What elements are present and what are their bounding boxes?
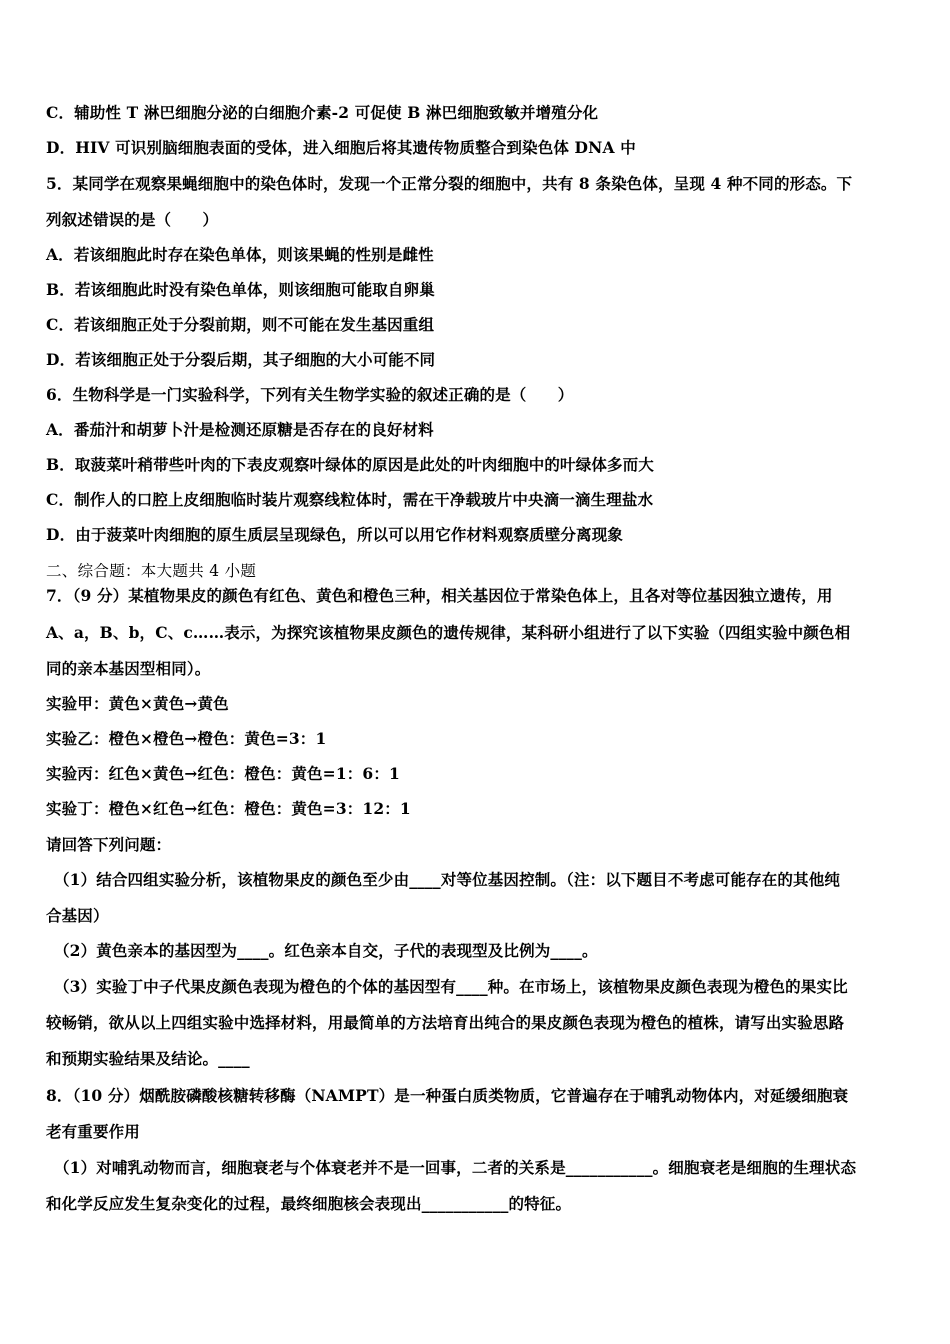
option-4c: C．辅助性 T 淋巴细胞分泌的白细胞介素-2 可促使 B 淋巴细胞致敏并增殖分化 <box>46 103 599 122</box>
option-6a: A．番茄汁和胡萝卜汁是检测还原糖是否存在的良好材料 <box>46 420 434 439</box>
option-6b: B．取菠菜叶稍带些叶肉的下表皮观察叶绿体的原因是此处的叶肉细胞中的叶绿体多而大 <box>46 455 654 474</box>
experiment-yi: 实验乙：橙色×橙色→橙色：黄色=3：1 <box>46 729 327 748</box>
experiment-jia: 实验甲：黄色×黄色→黄色 <box>46 694 229 713</box>
question-8-part-1: （1）对哺乳动物而言，细胞衰老与个体衰老并不是一回事，二者的关系是___________。细胞衰老是细胞的生理状态 <box>54 1158 857 1177</box>
question-7-stem-cont: A、a，B、b，C、c……表示，为探究该植物果皮颜色的遗传规律，某科研小组进行了以下实验（四组实验中颜色相 <box>46 623 851 642</box>
option-5a: A．若该细胞此时存在染色单体，则该果蝇的性别是雌性 <box>46 245 434 264</box>
question-5-stem-cont: 列叙述错误的是（ ） <box>46 210 219 229</box>
option-5d: D．若该细胞正处于分裂后期，其子细胞的大小可能不同 <box>46 350 436 369</box>
experiment-bing: 实验丙：红色×黄色→红色：橙色：黄色=1：6：1 <box>46 764 400 783</box>
experiment-ding: 实验丁：橙色×红色→红色：橙色：黄色=3：12：1 <box>46 799 411 818</box>
option-5c: C．若该细胞正处于分裂前期，则不可能在发生基因重组 <box>46 315 435 334</box>
question-7-part-3-end: 和预期实验结果及结论。____ <box>46 1049 250 1068</box>
option-6d: D．由于菠菜叶肉细胞的原生质层呈现绿色，所以可以用它作材料观察质壁分离现象 <box>46 525 623 544</box>
answer-prompt: 请回答下列问题： <box>46 835 172 854</box>
question-7-part-1-cont: 合基因） <box>46 906 109 925</box>
option-6c: C．制作人的口腔上皮细胞临时装片观察线粒体时，需在干净载玻片中央滴一滴生理盐水 <box>46 490 654 509</box>
question-7-stem: 7．（9 分）某植物果皮的颜色有红色、黄色和橙色三种，相关基因位于常染色体上，且各对等位基因独立遗传，用 <box>46 586 833 605</box>
option-5b: B．若该细胞此时没有染色单体，则该细胞可能取自卵巢 <box>46 280 435 299</box>
question-6-stem: 6．生物科学是一门实验科学，下列有关生物学实验的叙述正确的是（ ） <box>46 385 574 404</box>
option-4d: D．HIV 可识别脑细胞表面的受体，进入细胞后将其遗传物质整合到染色体 DNA 中 <box>46 138 636 157</box>
question-7-stem-end: 同的亲本基因型相同）。 <box>46 659 211 678</box>
question-7-part-3-cont: 较畅销，欲从以上四组实验中选择材料，用最简单的方法培育出纯合的果皮颜色表现为橙色的植株，请写出实验思路 <box>46 1013 845 1032</box>
question-7-part-1: （1）结合四组实验分析，该植物果皮的颜色至少由____对等位基因控制。（注：以下题目不考虑可能存在的其他纯 <box>54 870 840 889</box>
question-5-stem: 5．某同学在观察果蝇细胞中的染色体时，发现一个正常分裂的细胞中，共有 8 条染色体，呈现 4 种不同的形态。下 <box>46 174 853 193</box>
question-7-part-3: （3）实验丁中子代果皮颜色表现为橙色的个体的基因型有____种。在市场上，该植物果皮颜色表现为橙色的果实比 <box>54 977 848 996</box>
question-7-part-2: （2）黄色亲本的基因型为____。红色亲本自交，子代的表现型及比例为____。 <box>54 941 598 960</box>
question-8-stem-cont: 老有重要作用 <box>46 1122 140 1141</box>
question-8-stem: 8．（10 分）烟酰胺磷酸核糖转移酶（NAMPT）是一种蛋白质类物质，它普遍存在于哺乳动物体内，对延缓细胞衰 <box>46 1086 849 1105</box>
question-8-part-1-cont: 和化学反应发生复杂变化的过程，最终细胞核会表现出___________的特征。 <box>46 1194 572 1213</box>
section-heading: 二、综合题：本大题共 4 小题 <box>46 562 257 580</box>
